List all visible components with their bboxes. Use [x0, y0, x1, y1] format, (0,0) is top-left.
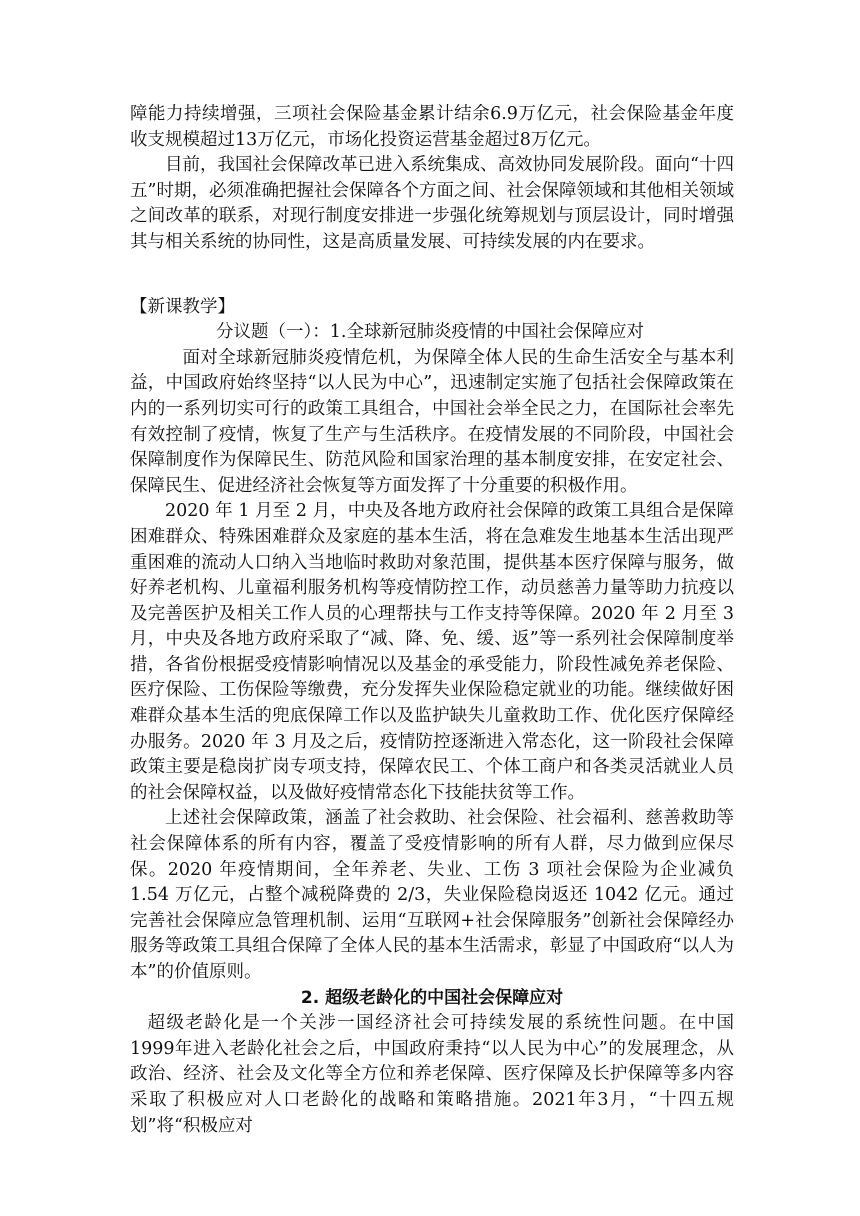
subtopic-1-title: 分议题（一）：1.全球新冠肺炎疫情的中国社会保障应对 [216, 322, 644, 343]
section-heading: 【新课教学】 [130, 296, 235, 317]
intro-paragraph-1: 障能力持续增强，三项社会保险基金累计结余6.9万亿元，社会保险基金年度收支规模超过13万亿元，市场化投资运营基金超过8万亿元。 [130, 104, 734, 150]
subtopic-2-title: 2. 超级老龄化的中国社会保障应对 [300, 987, 564, 1008]
subtopic-1-paragraph-2: 2020 年 1 月至 2 月，中央及各地方政府社会保障的政策工具组合是保障困难群众、特殊困难群众及家庭的基本生活，将在急难发生地基本生活出现严重困难的流动人口纳入当地临时救助对象范围，提供基本医疗保障与服务，做好养老机构、儿童福利服务机构等疫情防控工作，动员慈善力量等助力抗疫以及完善医护及相关工作人员的心理帮扶与工作支持等保障。2020 年 2 月至 3 月，中央及各地方政府采取了“减、降、免、缓、返”等一系列社会保障制度举措，各省份根据受疫情影响情况以及基金的承受能力，阶段性减免养老保险、医疗保险、工伤保险等缴费，充分发挥失业保险稳定就业的功能。继续做好困难群众基本生活的兜底保障工作以及监护缺失儿童救助工作、优化医疗保障经办服务。2020 年 3 月及之后，疫情防控逐渐进入常态化，这一阶段社会保障政策主要是稳岗扩岗专项支持，保障农民工、个体工商户和各类灵活就业人员的社会保障权益，以及做好疫情常态化下技能扶贫等工作。 [130, 501, 734, 803]
subtopic-2-paragraph-1: 超级老龄化是一个关涉一国经济社会可持续发展的系统性问题。在中国1999年进入老龄化社会之后，中国政府秉持“以人民为中心”的发展理念，从政治、经济、社会及文化等全方位和养老保障、医疗保障及长护保障等多内容采取了积极应对人口老龄化的战略和策略措施。2021年3月，“十四五规划”将“积极应对 [130, 1013, 734, 1136]
document-page [130, 102, 734, 1139]
subtopic-1-paragraph-1: 面对全球新冠肺炎疫情危机，为保障全体人民的生命生活安全与基本利益，中国政府始终坚持“以人民为中心”，迅速制定实施了包括社会保障政策在内的一系列切实可行的政策工具组合，中国社会举全民之力，在国际社会率先有效控制了疫情，恢复了生产与生活秩序。在疫情发展的不同阶段，中国社会保障制度作为保障民生、防范风险和国家治理的基本制度安排，在安定社会、保障民生、促进经济社会恢复等方面发挥了十分重要的积极作用。 [130, 347, 734, 496]
subtopic-1-paragraph-3: 上述社会保障政策，涵盖了社会救助、社会保险、社会福利、慈善救助等社会保障体系的所有内容，覆盖了受疫情影响的所有人群，尽力做到应保尽保。2020 年疫情期间，全年养老、失业、工伤 3 项社会保险为企业减负 1.54 万亿元，占整个减税降费的 2/3，失业保险稳岗返还 1042 亿元。通过完善社会保障应急管理机制、运用“互联网+社会保障服务”创新社会保障经办服务等政策工具组合保障了全体人民的基本生活需求，彰显了中国政府“以人为本”的价值原则。 [130, 808, 734, 982]
spacer [130, 256, 734, 295]
intro-paragraph-2: 目前，我国社会保障改革已进入系统集成、高效协同发展阶段。面向“十四五”时期，必须准确把握社会保障各个方面之间、社会保障领域和其他相关领域之间改革的联系，对现行制度安排进一步强化统筹规划与顶层设计，同时增强其与相关系统的协同性，这是高质量发展、可持续发展的内在要求。 [130, 155, 734, 252]
